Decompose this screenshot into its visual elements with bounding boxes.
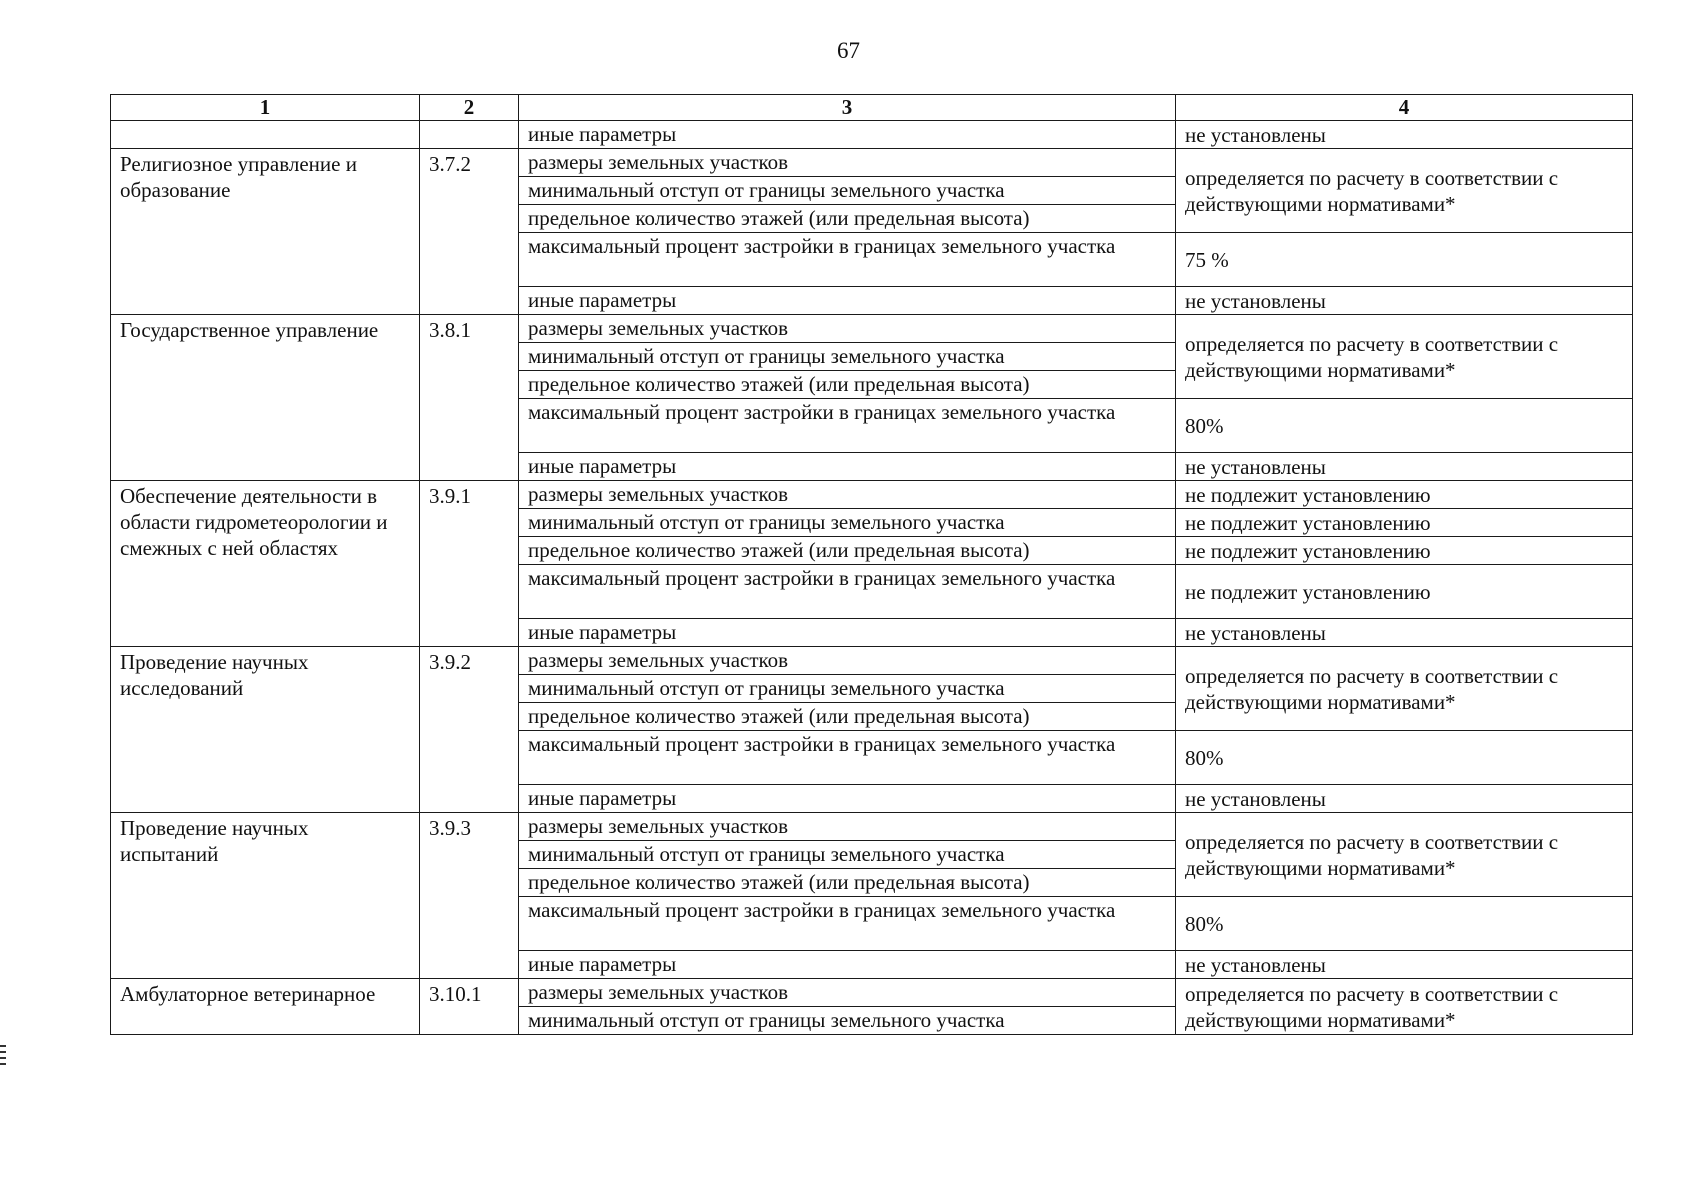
param-cell: минимальный отступ от границы земельного участка: [519, 675, 1176, 703]
param-cell: минимальный отступ от границы земельного участка: [519, 1007, 1176, 1035]
param-cell: максимальный процент застройки в границах земельного участка: [519, 897, 1176, 951]
column-header-4: 4: [1176, 95, 1633, 121]
value-cell: определяется по расчету в соответствии с действующими нормативами*: [1176, 979, 1633, 1035]
param-cell: размеры земельных участков: [519, 149, 1176, 177]
header-row: [111, 95, 1633, 121]
value-cell: 80%: [1176, 731, 1633, 785]
value-cell: 80%: [1176, 897, 1633, 951]
param-cell: предельное количество этажей (или предельная высота): [519, 205, 1176, 233]
value-cell: не подлежит установлению: [1176, 509, 1633, 537]
param-cell: размеры земельных участков: [519, 813, 1176, 841]
use-type-code: 3.9.1: [420, 481, 519, 647]
use-type-name: Обеспечение деятельности в области гидрометеорологии и смежных с ней областях: [111, 481, 420, 647]
use-type-name: Государственное управление: [111, 315, 420, 481]
param-cell: размеры земельных участков: [519, 979, 1176, 1007]
table-row: [111, 149, 1633, 177]
param-cell: предельное количество этажей (или предельная высота): [519, 537, 1176, 565]
value-cell: не установлены: [1176, 287, 1633, 315]
param-cell: иные параметры: [519, 619, 1176, 647]
param-cell: размеры земельных участков: [519, 481, 1176, 509]
param-cell: иные параметры: [519, 287, 1176, 315]
value-cell: не установлены: [1176, 951, 1633, 979]
use-type-name: Проведение научных испытаний: [111, 813, 420, 979]
value-cell: 80%: [1176, 399, 1633, 453]
table-row: [111, 121, 1633, 149]
table-row: [111, 979, 1633, 1007]
param-cell: иные параметры: [519, 951, 1176, 979]
table-row: [111, 813, 1633, 841]
value-cell: не подлежит установлению: [1176, 565, 1633, 619]
param-cell: размеры земельных участков: [519, 315, 1176, 343]
value-cell: определяется по расчету в соответствии с действующими нормативами*: [1176, 647, 1633, 731]
value-cell: не подлежит установлению: [1176, 481, 1633, 509]
use-type-name: Проведение научных исследований: [111, 647, 420, 813]
param-cell: минимальный отступ от границы земельного участка: [519, 177, 1176, 205]
param-cell: иные параметры: [519, 453, 1176, 481]
param-cell: минимальный отступ от границы земельного участка: [519, 343, 1176, 371]
value-cell: 75 %: [1176, 233, 1633, 287]
use-type-code: 3.10.1: [420, 979, 519, 1035]
param-cell: размеры земельных участков: [519, 647, 1176, 675]
param-cell: максимальный процент застройки в границах земельного участка: [519, 731, 1176, 785]
value-cell: не установлены: [1176, 785, 1633, 813]
param-cell: максимальный процент застройки в границах земельного участка: [519, 565, 1176, 619]
empty-code-cell: [420, 121, 519, 149]
column-header-3: 3: [519, 95, 1176, 121]
value-cell: не установлены: [1176, 453, 1633, 481]
param-cell: минимальный отступ от границы земельного участка: [519, 841, 1176, 869]
use-type-code: 3.9.3: [420, 813, 519, 979]
param-cell: максимальный процент застройки в границах земельного участка: [519, 233, 1176, 287]
table-row: [111, 647, 1633, 675]
use-type-code: 3.9.2: [420, 647, 519, 813]
param-cell: предельное количество этажей (или предельная высота): [519, 371, 1176, 399]
table-row: [111, 481, 1633, 509]
land-use-parameters-table: [110, 94, 1633, 1035]
param-cell: минимальный отступ от границы земельного участка: [519, 509, 1176, 537]
param-cell: предельное количество этажей (или предельная высота): [519, 869, 1176, 897]
value-cell: не установлены: [1176, 121, 1633, 149]
use-type-name: Религиозное управление и образование: [111, 149, 420, 315]
value-cell: определяется по расчету в соответствии с действующими нормативами*: [1176, 149, 1633, 233]
use-type-name: Амбулаторное ветеринарное: [111, 979, 420, 1035]
value-cell: определяется по расчету в соответствии с действующими нормативами*: [1176, 315, 1633, 399]
param-cell: иные параметры: [519, 785, 1176, 813]
value-cell: определяется по расчету в соответствии с действующими нормативами*: [1176, 813, 1633, 897]
value-cell: не подлежит установлению: [1176, 537, 1633, 565]
use-type-code: 3.7.2: [420, 149, 519, 315]
param-cell: максимальный процент застройки в границах земельного участка: [519, 399, 1176, 453]
value-cell: не установлены: [1176, 619, 1633, 647]
binding-margin-marks: [0, 1045, 6, 1069]
empty-name-cell: [111, 121, 420, 149]
param-cell: иные параметры: [519, 121, 1176, 149]
page-number: 67: [837, 38, 860, 63]
use-type-code: 3.8.1: [420, 315, 519, 481]
table-row: [111, 315, 1633, 343]
param-cell: предельное количество этажей (или предельная высота): [519, 703, 1176, 731]
column-header-2: 2: [420, 95, 519, 121]
column-header-1: 1: [111, 95, 420, 121]
